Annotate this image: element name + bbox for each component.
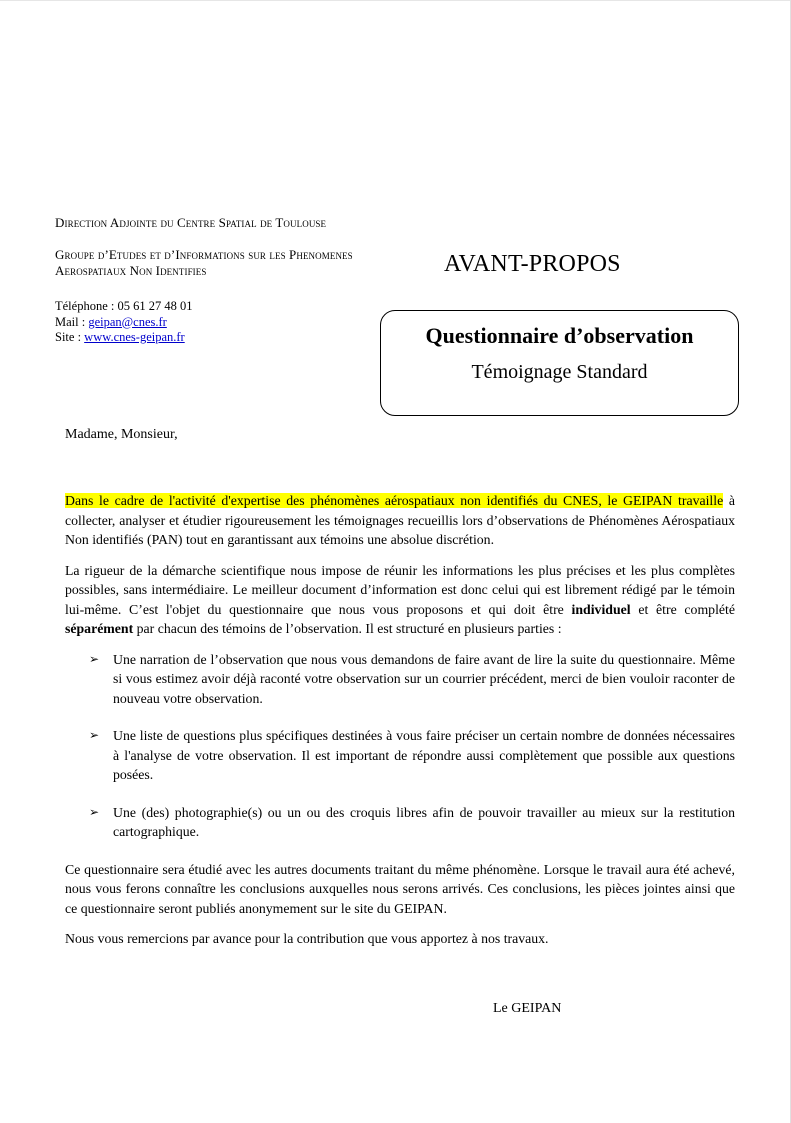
list-item: [65, 726, 735, 785]
parts-list: [65, 650, 735, 842]
phone-label: Téléphone :: [55, 299, 115, 313]
signature: Le GEIPAN: [493, 1001, 562, 1016]
highlighted-text: Dans le cadre de l'activité d'expertise des phénomènes aérospatiaux non identifiés du CNES, le GEIPAN travaille: [65, 493, 724, 508]
site-link[interactable]: www.cnes-geipan.fr: [84, 330, 185, 344]
arrow-bullet-icon: ➢: [89, 651, 100, 666]
paragraph-conclusion: Ce questionnaire sera étudié avec les autres documents traitant du même phénomène. Lorsque le travail aura été achevé, nous vous ferons connaître les conclusions auxquelles nous serons arrivés. Ces conclusions, les pièces jointes ainsi que ce questionnaire seront publiés anonymement sur le site du GEIPAN.: [65, 861, 735, 916]
questionnaire-title: Questionnaire d’observation: [425, 323, 694, 348]
letter-body: [65, 491, 735, 960]
paragraph-intro: [65, 491, 735, 550]
list-item-text: Une liste de questions plus spécifiques destinées à vous faire préciser un certain nombre de données nécessaires à l'analyse de votre observation. Il est important de répondre aussi complètement que possible aux questions posées.: [113, 728, 735, 782]
bold-individuel: individuel: [571, 601, 631, 617]
intro-rest: à collecter, analyser et étudier rigoureusement les témoignages recueillis lors d’observations de Phénomènes Aérospatiaux Non identifiés (PAN) tout en garantissant aux témoins une absolue discrétion.: [65, 493, 735, 547]
mail-line: [55, 315, 375, 331]
page-title: AVANT-PROPOS: [444, 251, 621, 277]
mail-label: Mail :: [55, 314, 86, 329]
list-item: [65, 803, 735, 842]
list-item: [65, 650, 735, 709]
phone-number: 05 61 27 48 01: [117, 299, 193, 313]
method-text-a: La rigueur de la démarche scientifique nous impose de réunir les informations les plus précises et les plus complètes possibles, sans intermédiaire. Le meilleur document d’information est donc celui qui est librement rédigé par le témoin lui-même. C’est l'objet du questionnaire que nous vous proposons et qui doit être: [65, 562, 735, 617]
page-top-border: [0, 0, 791, 1]
questionnaire-subtitle: Témoignage Standard: [471, 361, 648, 383]
paragraph-method: [65, 561, 735, 639]
method-text-b: et être complété: [630, 601, 735, 617]
arrow-bullet-icon: ➢: [89, 728, 100, 742]
list-item-text: Une narration de l’observation que nous vous demandons de faire avant de lire la suite du questionnaire. Même si vous estimez avoir déjà raconté votre observation sur un courrier précédent, merci de bien vouloir raconter de nouveau votre observation.: [113, 651, 735, 706]
org-groupe: Groupe d’Etudes et d’Informations sur les Phenomenes Aerospatiaux Non Identifies: [55, 247, 353, 278]
arrow-bullet-icon: ➢: [89, 804, 100, 819]
paragraph-thanks: Nous vous remercions par avance pour la contribution que vous apportez à nos travaux.: [65, 931, 549, 946]
contact-block: [55, 299, 375, 346]
mail-link[interactable]: geipan@cnes.fr: [88, 314, 167, 329]
site-label: Site :: [55, 330, 82, 344]
site-line: [55, 330, 375, 346]
list-item-text: Une (des) photographie(s) ou un ou des croquis libres afin de pouvoir travailler au mieux sur la restitution cartographique.: [113, 804, 735, 839]
method-text-c: par chacun des témoins de l’observation. Il est structuré en plusieurs parties :: [133, 621, 562, 636]
bold-separement: séparément: [65, 621, 134, 636]
questionnaire-box: [380, 310, 739, 416]
phone-line: [55, 299, 375, 315]
org-direction: Direction Adjointe du Centre Spatial de Toulouse: [55, 215, 327, 230]
salutation: Madame, Monsieur,: [65, 427, 178, 442]
letterhead: [55, 215, 375, 346]
